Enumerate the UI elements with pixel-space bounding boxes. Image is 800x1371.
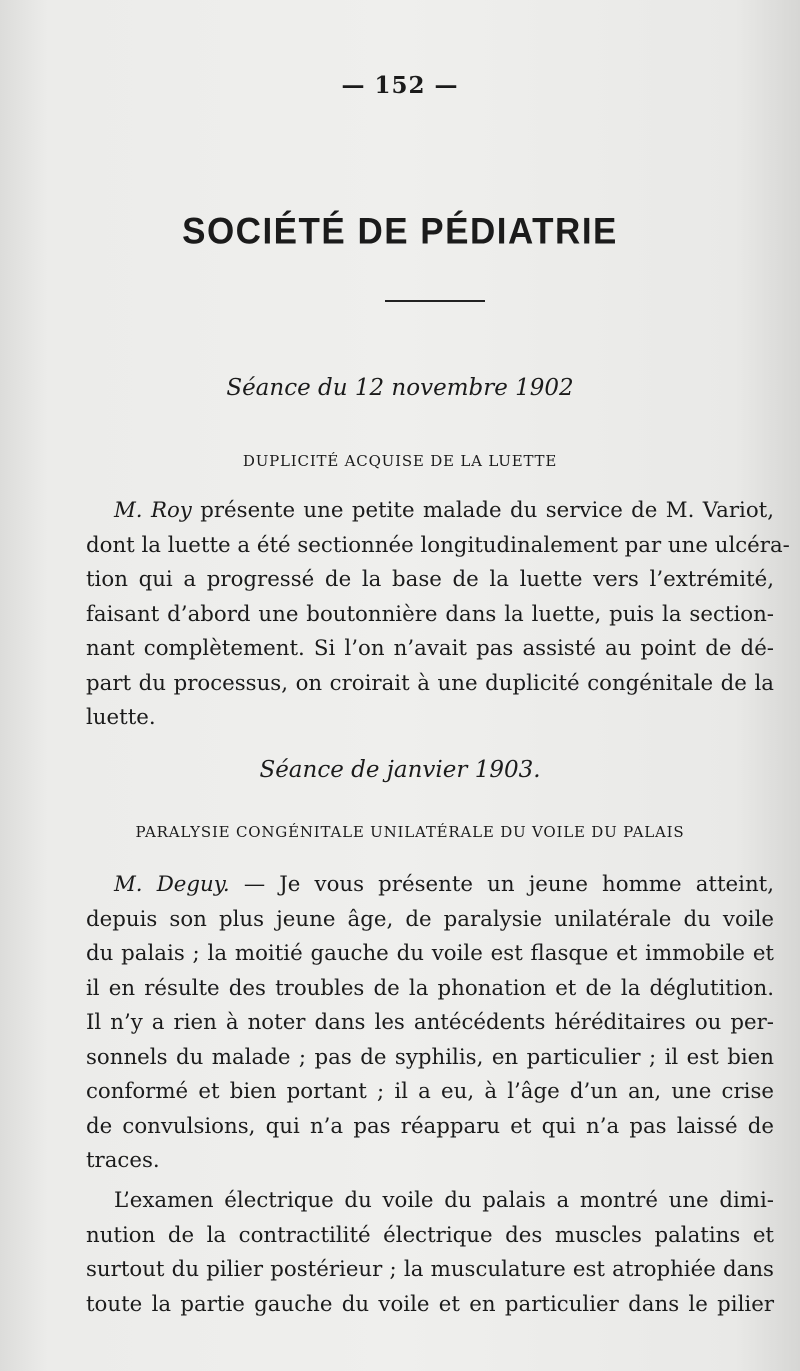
paragraph-line: M. Deguy. — Je vous présente un jeune homme atteint, xyxy=(114,872,774,897)
paragraph-line: conformé et bien portant ; il a eu, à l’âge d’un an, une crise xyxy=(86,1079,774,1104)
session-2-paragraph-2 xyxy=(86,1184,774,1322)
session-1-title: Séance du 12 novembre 1902 xyxy=(226,375,574,401)
speaker-name: M. Deguy. xyxy=(114,872,230,897)
society-title: SOCIÉTÉ DE PÉDIATRIE xyxy=(182,211,618,252)
paragraph-line: toute la partie gauche du voile et en particulier dans le pilier xyxy=(86,1291,774,1317)
paragraph-line: sonnels du malade ; pas de syphilis, en particulier ; il est bien xyxy=(86,1044,774,1070)
session-2-title: Séance de janvier 1903. xyxy=(259,757,541,783)
paragraph-line: du palais ; la moitié gauche du voile est flasque et immobile et xyxy=(86,941,774,966)
paragraph-line: il en résulte des troubles de la phonation et de la déglutition. xyxy=(86,975,774,1001)
paragraph-line: tion qui a progressé de la base de la luette vers l’extrémité, xyxy=(86,567,774,592)
paragraph-line: dont la luette a été sectionnée longitudinalement par une ulcéra- xyxy=(86,532,790,558)
paragraph-line: depuis son plus jeune âge, de paralysie unilatérale du voile xyxy=(86,906,774,932)
paragraph-line: traces. xyxy=(86,1148,160,1173)
paragraph-line: part du processus, on croirait à une duplicité congénitale de la xyxy=(86,670,774,696)
speaker-name: M. Roy xyxy=(114,498,192,523)
paragraph-line: L’examen électrique du voile du palais a montré une dimi- xyxy=(114,1188,774,1213)
paragraph-line: faisant d’abord une boutonnière dans la luette, puis la section- xyxy=(86,601,774,627)
paragraph-line: nution de la contractilité électrique des muscles palatins et xyxy=(86,1222,774,1248)
page-number: — 152 — xyxy=(341,72,459,99)
paragraph-line: Il n’y a rien à noter dans les antécédents héréditaires ou per- xyxy=(86,1010,774,1035)
session-2-heading: PARALYSIE CONGÉNITALE UNILATÉRALE DU VOILE DU PALAIS xyxy=(135,823,685,841)
paragraph-line: M. Roy présente une petite malade du service de M. Variot, xyxy=(114,498,774,523)
paragraph-line: de convulsions, qui n’a pas réapparu et qui n’a pas laissé de xyxy=(86,1113,774,1139)
title-divider xyxy=(385,300,485,302)
session-2-paragraph xyxy=(86,868,774,1179)
paragraph-line: luette. xyxy=(86,705,156,730)
session-1-paragraph xyxy=(86,494,790,736)
paragraph-line: surtout du pilier postérieur ; la musculature est atrophiée dans xyxy=(86,1257,774,1282)
paragraph-line: nant complètement. Si l’on n’avait pas assisté au point de dé- xyxy=(86,636,774,661)
session-1-heading: DUPLICITÉ ACQUISE DE LA LUETTE xyxy=(242,452,558,470)
